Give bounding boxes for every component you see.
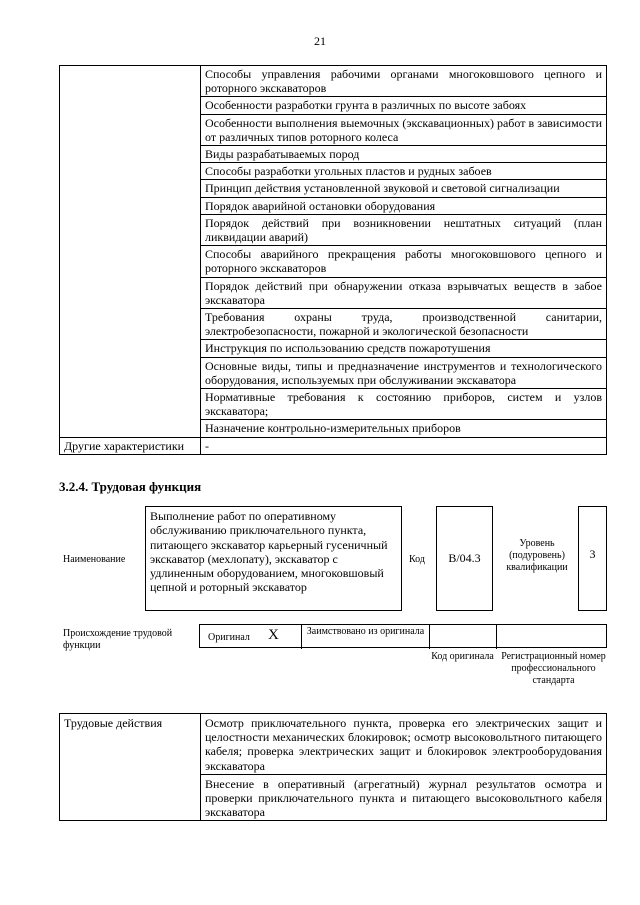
borrowed-label: Заимствовано из оригинала — [302, 625, 430, 649]
reg-number-cell — [497, 625, 606, 649]
code-original-label: Код оригинала — [431, 651, 494, 662]
reg-number-label: Регистрационный номер профессионального стандарта — [501, 651, 606, 686]
table-cell: Основные виды, типы и предназначение инструментов и технологического оборудования, используемых при обслуживании экскаватора — [201, 357, 607, 388]
code-value: В/04.3 — [448, 551, 481, 565]
labor-actions-label: Трудовые действия — [60, 714, 201, 821]
table-cell: Инструкция по использованию средств пожаротушения — [201, 340, 607, 357]
code-original-cell — [430, 625, 497, 649]
name-label: Наименование — [63, 554, 126, 565]
table-cell: Принцип действия установленной звуковой и световой сигнализации — [201, 180, 607, 197]
table-cell: Особенности выполнения выемочных (экскавационных) работ в зависимости от различных типов роторного колеса — [201, 114, 607, 145]
table-cell: Нормативные требования к состоянию приборов, систем и узлов экскаватора; — [201, 389, 607, 420]
table-row — [60, 437, 607, 454]
table-cell: Назначение контрольно-измерительных приборов — [201, 420, 607, 437]
table-cell: Осмотр приключательного пункта, проверка его электрических защит и целостности механических блокировок; осмотр высоковольтного питающего кабеля; проверка электрических защит и блокировок электрооборудования экскаватора — [201, 714, 607, 775]
other-characteristics-value: - — [201, 437, 607, 454]
table-cell: Способы аварийного прекращения работы многоковшового цепного и роторного экскаваторов — [201, 246, 607, 277]
code-label: Код — [409, 554, 425, 565]
table-cell: Внесение в оперативный (агрегатный) журнал результатов осмотра и проверки приключательного пункта и питающего высоковольтного кабеля экскаватора — [201, 774, 607, 821]
table-cell: Способы разработки угольных пластов и рудных забоев — [201, 163, 607, 180]
original-label: Оригинал — [208, 632, 250, 643]
knowledge-table — [59, 65, 607, 455]
level-value: 3 — [578, 506, 607, 611]
section-heading: 3.2.4. Трудовая функция — [59, 479, 202, 494]
labor-actions-table — [59, 713, 607, 821]
table-cell: Требования охраны труда, производственной санитарии, электробезопасности, пожарной и экологической безопасности — [201, 309, 607, 340]
table-cell: Особенности разработки грунта в различных по высоте забоях — [201, 97, 607, 114]
function-name-box: Выполнение работ по оперативному обслуживанию приключательного пункта, питающего экскаватор карьерный гусеничный экскаватор (мехлопату), экскаватор с удлиненным оборудованием, многоковшовый цепной и роторный экскаватор — [145, 506, 402, 611]
table-row — [60, 66, 607, 97]
table-cell: Порядок действий при возникновении нештатных ситуаций (план ликвидации аварий) — [201, 214, 607, 245]
table-cell: Порядок аварийной остановки оборудования — [201, 197, 607, 214]
level-label: Уровень (подуровень) квалификации — [506, 538, 568, 573]
page-number: 21 — [314, 34, 326, 48]
other-characteristics-label: Другие характеристики — [60, 437, 201, 454]
table-cell: Виды разрабатываемых пород — [201, 146, 607, 163]
table-cell: Порядок действий при обнаружении отказа взрывчатых веществ в забое экскаватора — [201, 277, 607, 308]
origin-label: Происхождение трудовой функции — [63, 628, 173, 651]
table-row — [60, 714, 607, 775]
table-cell: Способы управления рабочими органами многоковшового цепного и роторного экскаваторов — [201, 66, 607, 97]
original-cell — [200, 625, 302, 649]
origin-row — [199, 624, 607, 648]
table-label-cell — [60, 66, 201, 438]
original-mark: X — [268, 627, 279, 643]
